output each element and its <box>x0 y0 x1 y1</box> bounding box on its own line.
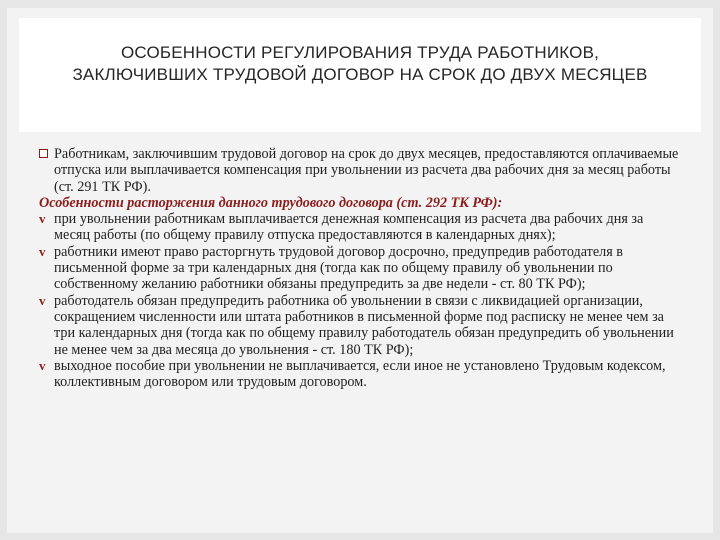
list-item <box>39 211 679 244</box>
check-bullet-icon: v <box>39 292 46 308</box>
square-bullet-icon <box>39 146 52 162</box>
intro-item <box>39 146 679 195</box>
list-item-text: работники имеют право расторгнуть трудовой договор досрочно, предупредив работодателя в письменной форме за три календарных дня (тогда как по общему правилу об увольнении по собственному желанию работники обязаны предупредить за две недели - ст. 80 ТК РФ); <box>54 243 623 293</box>
content-body <box>39 146 679 390</box>
subheading: Особенности расторжения данного трудового договора (ст. 292 ТК РФ): <box>39 194 503 211</box>
list-item-text: выходное пособие при увольнении не выплачивается, если иное не установлено Трудовым кодексом, коллективным договором или трудовым договором. <box>54 357 666 391</box>
list-item <box>39 293 679 358</box>
list-item <box>39 358 679 391</box>
check-bullet-icon: v <box>39 357 46 373</box>
slide <box>7 8 713 533</box>
list-item-text: работодатель обязан предупредить работника об увольнении в связи с ликвидацией организации, сокращением численности или штата работников в письменной форме под расписку не менее чем за три календарных дня (тогда как по общему правилу работодатель обязан предупредить об увольнении не менее чем за два месяца до увольнения - ст. 180 ТК РФ); <box>54 292 674 358</box>
check-bullet-icon: v <box>39 243 46 259</box>
list-item-text: при увольнении работникам выплачивается денежная компенсация из расчета два рабочих дня за месяц работы (по общему правилу отпуска предоставляются в календарных днях); <box>54 211 644 244</box>
page-title: ОСОБЕННОСТИ РЕГУЛИРОВАНИЯ ТРУДА РАБОТНИКОВ, ЗАКЛЮЧИВШИХ ТРУДОВОЙ ДОГОВОР НА СРОК ДО ДВУХ МЕСЯЦЕВ <box>72 43 648 84</box>
list-item <box>39 244 679 293</box>
title-panel <box>19 18 701 132</box>
check-bullet-icon: v <box>39 211 46 227</box>
intro-text: Работникам, заключившим трудовой договор на срок до двух месяцев, предоставляются оплачиваемые отпуска или выплачивается компенсация при увольнении из расчета два рабочих дня за месяц работы (ст. 291 ТК РФ). <box>54 146 679 195</box>
